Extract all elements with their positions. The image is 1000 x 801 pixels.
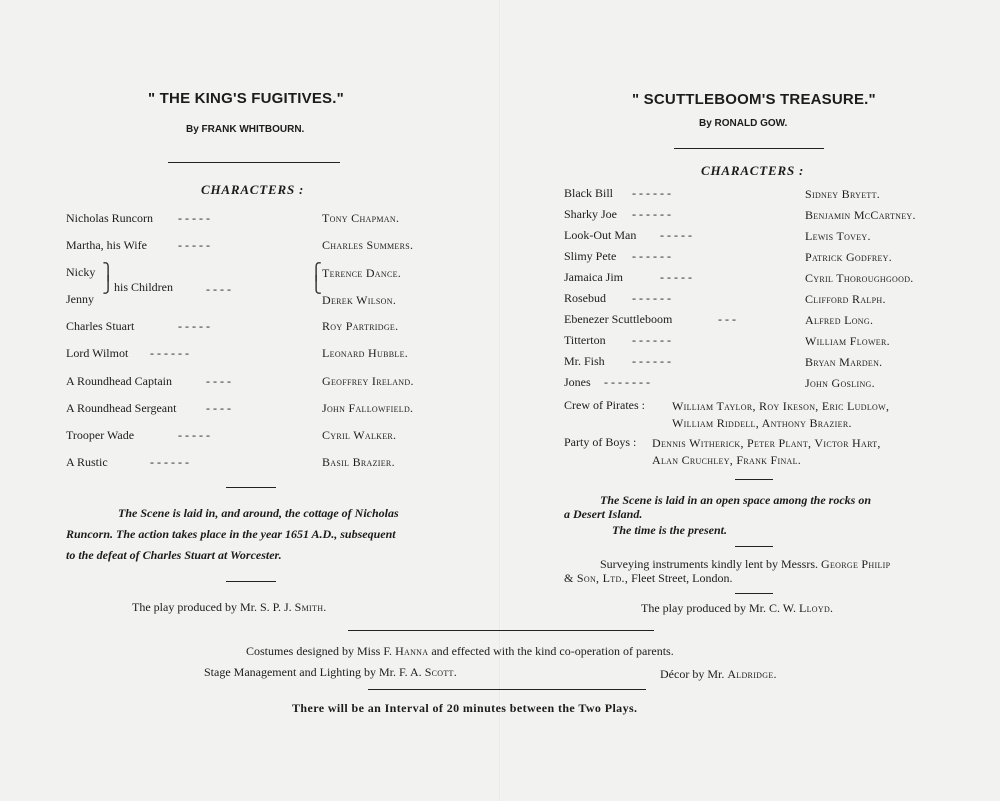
cast-actor: Cyril Walker. <box>322 428 397 442</box>
cast-role: Nicholas Runcorn <box>66 211 153 225</box>
costumes-prefix: Costumes designed by Miss F. <box>246 644 393 658</box>
right-producer <box>641 601 833 616</box>
cast-actor: John Gosling. <box>805 376 875 390</box>
cast-dots: - - - - - <box>660 270 692 284</box>
costumes-name: Hanna <box>395 644 429 658</box>
boys-line: Alan Cruchley, Frank Final. <box>652 453 802 467</box>
left-scene-rule <box>226 581 276 582</box>
cast-role: Look-Out Man <box>564 228 637 242</box>
left-title-rule <box>168 162 340 163</box>
acknowledgement-text: Surveying instruments kindly lent by Messrs. <box>600 557 818 571</box>
crew-label: Crew of Pirates : <box>564 398 645 412</box>
costumes-suffix: and effected with the kind co-operation of parents. <box>431 644 674 658</box>
right-play-author: By RONALD GOW. <box>699 118 788 129</box>
cast-actor: Bryan Marden. <box>805 355 883 369</box>
cast-actor: Charles Summers. <box>322 238 414 252</box>
cast-role: Charles Stuart <box>66 319 135 333</box>
cast-dots: - - - - - - - <box>604 375 650 389</box>
cast-actor: Patrick Godfrey. <box>805 250 893 264</box>
cast-dots: - - - - - - <box>150 346 189 360</box>
interval-notice: There will be an Interval of 20 minutes between the Two Plays. <box>292 701 638 715</box>
cast-dots: - - - - - - <box>150 455 189 469</box>
right-scene-line: The Scene is laid in an open space among the rocks on <box>600 493 872 507</box>
cast-role: Black Bill <box>564 186 613 200</box>
acknowledgement-line-2 <box>564 571 733 586</box>
boys-label: Party of Boys : <box>564 435 637 449</box>
right-scene-rule <box>735 546 773 547</box>
cast-role: Sharky Joe <box>564 207 617 221</box>
cast-role: A Roundhead Sergeant <box>66 401 177 415</box>
cast-role: Martha, his Wife <box>66 238 147 252</box>
cast-dots: - - - - <box>206 282 231 296</box>
cast-actor: Leonard Hubble. <box>322 346 409 360</box>
footer-bottom-rule <box>368 689 646 690</box>
decor-prefix: Décor by Mr. <box>660 667 725 681</box>
acknowledgement-name: & Son, Ltd., <box>564 571 629 585</box>
decor-name: Aldridge. <box>727 667 777 681</box>
cast-actor: William Flower. <box>805 334 890 348</box>
acknowledgement-text: Fleet Street, London. <box>631 571 733 585</box>
cast-dots: - - - - - - <box>632 291 671 305</box>
cast-dots: - - - - - - <box>632 354 671 368</box>
cast-actor: Benjamin McCartney. <box>805 208 916 222</box>
cast-dots: - - - - - - <box>632 333 671 347</box>
left-producer-name: Smith. <box>294 600 327 614</box>
cast-actor: Tony Chapman. <box>322 211 400 225</box>
cast-dots: - - - - <box>206 374 231 388</box>
right-cast-rule <box>735 479 773 480</box>
cast-actor: Alfred Long. <box>805 313 874 327</box>
cast-role: Jones <box>564 375 591 389</box>
costumes-credit <box>246 644 674 659</box>
cast-role: Mr. Fish <box>564 354 605 368</box>
cast-role: Ebenezer Scuttleboom <box>564 312 673 326</box>
cast-actor: John Fallowfield. <box>322 401 414 415</box>
cast-role: Rosebud <box>564 291 606 305</box>
left-characters-heading: CHARACTERS : <box>201 182 305 197</box>
cast-dots: - - - - - <box>178 238 210 252</box>
stage-prefix: Stage Management and Lighting by Mr. F. A. <box>204 665 422 679</box>
stage-name: Scott. <box>424 665 458 679</box>
left-producer-prefix: The play produced by Mr. S. P. J. <box>132 600 292 614</box>
children-left-brace: ⎫ ⎭ <box>102 264 114 294</box>
right-title-rule <box>674 148 824 149</box>
cast-actor: Lewis Tovey. <box>805 229 871 243</box>
cast-role: Slimy Pete <box>564 249 617 263</box>
cast-actor: Cyril Thoroughgood. <box>805 271 914 285</box>
cast-actor: Terence Dance. <box>322 266 402 280</box>
cast-actor: Basil Brazier. <box>322 455 395 469</box>
left-play-author: By FRANK WHITBOURN. <box>186 124 305 135</box>
child-name: Jenny <box>66 292 94 306</box>
cast-role: Titterton <box>564 333 606 347</box>
right-producer-name: Lloyd. <box>798 601 834 615</box>
right-producer-prefix: The play produced by Mr. C. W. <box>641 601 796 615</box>
child-name: Nicky <box>66 265 96 279</box>
cast-actor: Derek Wilson. <box>322 293 397 307</box>
left-scene-line: Runcorn. The action takes place in the year 1651 A.D., subsequent <box>66 527 396 541</box>
cast-role: Lord Wilmot <box>66 346 129 360</box>
children-label: his Children <box>114 280 173 294</box>
left-producer <box>132 600 327 615</box>
crew-line: William Riddell, Anthony Brazier. <box>672 416 852 430</box>
acknowledgement-line-1 <box>600 557 890 572</box>
cast-dots: - - - <box>718 312 736 326</box>
children-right-brace: ⎧ ⎩ <box>310 264 322 294</box>
right-ack-rule <box>735 593 773 594</box>
footer-top-rule <box>348 630 654 631</box>
cast-actor: Geoffrey Ireland. <box>322 374 414 388</box>
cast-dots: - - - - - <box>178 428 210 442</box>
right-play-title: " SCUTTLEBOOM'S TREASURE." <box>632 91 876 108</box>
left-scene-line: to the defeat of Charles Stuart at Worcester. <box>66 548 282 562</box>
cast-dots: - - - - <box>206 401 231 415</box>
boys-line: Dennis Witherick, Peter Plant, Victor Hart, <box>652 436 881 450</box>
left-play-title: " THE KING'S FUGITIVES." <box>148 90 344 107</box>
cast-role: A Rustic <box>66 455 108 469</box>
right-characters-heading: CHARACTERS : <box>701 163 805 178</box>
decor-credit <box>660 667 777 682</box>
cast-dots: - - - - - <box>178 319 210 333</box>
right-scene-line: a Desert Island. <box>564 507 643 521</box>
cast-actor: Roy Partridge. <box>322 319 399 333</box>
cast-dots: - - - - - - <box>632 249 671 263</box>
cast-role: Jamaica Jim <box>564 270 623 284</box>
crew-line: William Taylor, Roy Ikeson, Eric Ludlow, <box>672 399 890 413</box>
acknowledgement-name: George Philip <box>821 557 891 571</box>
page-fold <box>499 0 501 801</box>
cast-dots: - - - - - - <box>632 207 671 221</box>
left-cast-rule <box>226 487 276 488</box>
cast-dots: - - - - - - <box>632 186 671 200</box>
cast-role: Trooper Wade <box>66 428 135 442</box>
left-scene-line: The Scene is laid in, and around, the cottage of Nicholas <box>118 506 399 520</box>
cast-actor: Sidney Bryett. <box>805 187 881 201</box>
stage-credit <box>204 665 457 680</box>
cast-dots: - - - - - <box>660 228 692 242</box>
right-scene-line: The time is the present. <box>612 523 727 537</box>
cast-role: A Roundhead Captain <box>66 374 172 388</box>
cast-actor: Clifford Ralph. <box>805 292 886 306</box>
cast-dots: - - - - - <box>178 211 210 225</box>
